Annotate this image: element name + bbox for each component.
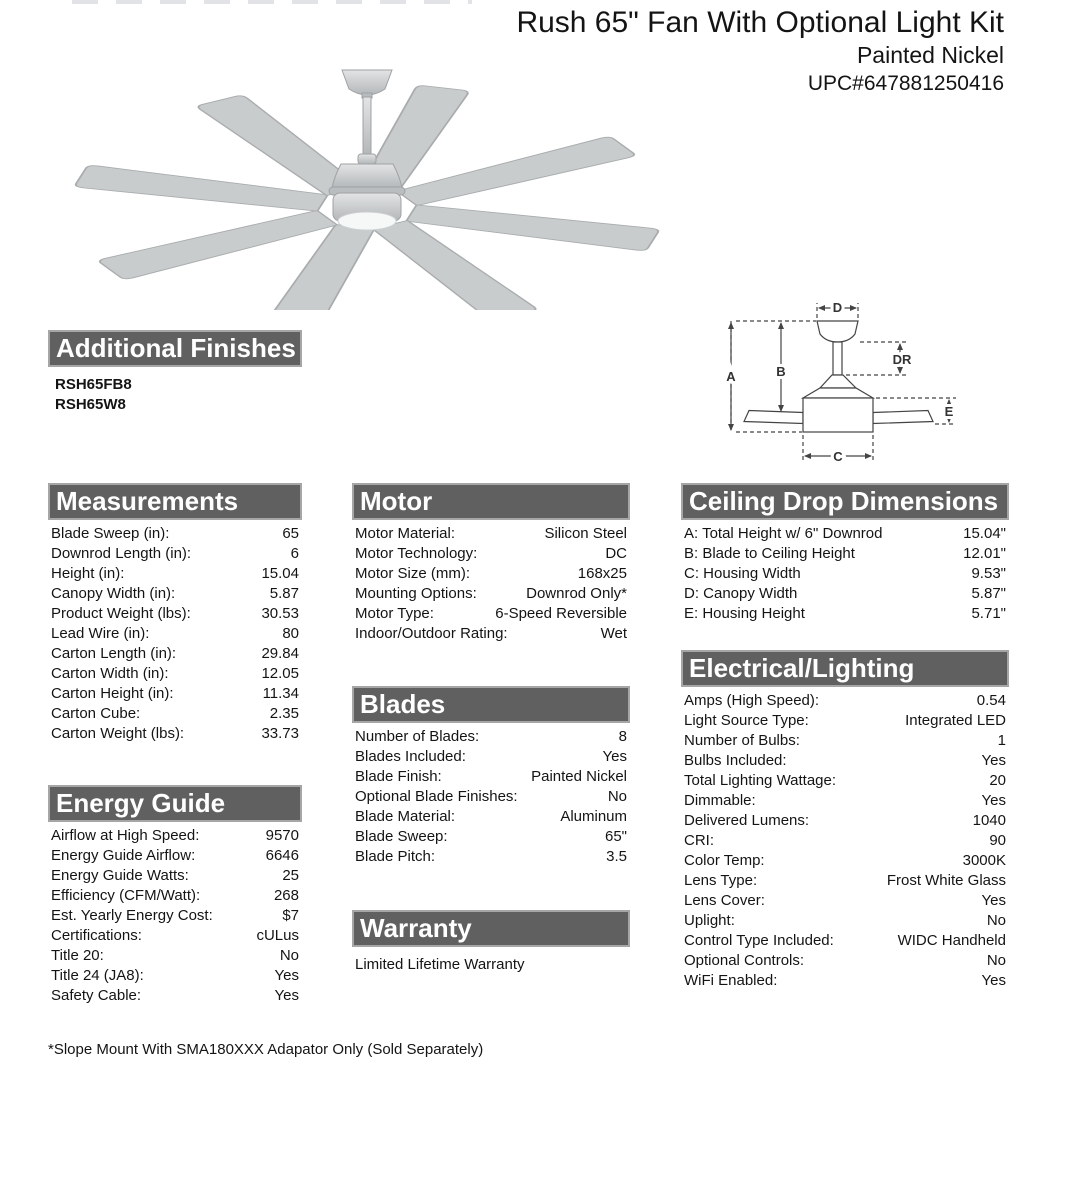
spec-value: 3000K bbox=[962, 852, 1006, 869]
spec-label: Downrod Length (in): bbox=[51, 545, 192, 562]
spec-row bbox=[48, 704, 302, 724]
spec-label: Title 24 (JA8): bbox=[51, 967, 144, 984]
spec-row bbox=[48, 724, 302, 744]
spec-value: No bbox=[986, 952, 1006, 969]
spec-label: D: Canopy Width bbox=[684, 585, 798, 602]
spec-row bbox=[48, 524, 302, 544]
spec-label: Number of Bulbs: bbox=[684, 732, 800, 749]
section-rows bbox=[48, 524, 302, 744]
spec-value: Yes bbox=[981, 752, 1006, 769]
spec-value: Yes bbox=[602, 748, 627, 765]
spec-row bbox=[352, 727, 630, 747]
section-motor bbox=[352, 483, 630, 644]
section-rows bbox=[352, 524, 630, 644]
spec-row bbox=[352, 564, 630, 584]
spec-row bbox=[681, 791, 1009, 811]
spec-label: Blade Sweep (in): bbox=[51, 525, 170, 542]
spec-row bbox=[681, 831, 1009, 851]
spec-value: Painted Nickel bbox=[531, 768, 627, 785]
spec-row bbox=[681, 604, 1009, 624]
spec-value: 1 bbox=[997, 732, 1006, 749]
spec-row bbox=[48, 906, 302, 926]
spec-row bbox=[48, 886, 302, 906]
spec-label: Motor Type: bbox=[355, 605, 434, 622]
spec-value: 9.53" bbox=[971, 565, 1006, 582]
spec-value: 65" bbox=[604, 828, 627, 845]
spec-value: 12.01" bbox=[963, 545, 1006, 562]
spec-label: C: Housing Width bbox=[684, 565, 801, 582]
spec-label: Color Temp: bbox=[684, 852, 765, 869]
spec-label: Energy Guide Airflow: bbox=[51, 847, 196, 864]
spec-row bbox=[48, 604, 302, 624]
spec-label: Blade Finish: bbox=[355, 768, 442, 785]
spec-value: cULus bbox=[256, 927, 299, 944]
spec-label: Motor Technology: bbox=[355, 545, 478, 562]
spec-row bbox=[48, 684, 302, 704]
spec-row bbox=[681, 971, 1009, 991]
section-header: Ceiling Drop Dimensions bbox=[681, 483, 1009, 520]
spec-label: Blade Pitch: bbox=[355, 848, 436, 865]
spec-row bbox=[681, 731, 1009, 751]
finish-item: RSH65FB8 bbox=[55, 376, 132, 393]
section-additional-finishes bbox=[48, 330, 302, 415]
diagram-label-c: C bbox=[833, 449, 843, 464]
spec-row bbox=[681, 931, 1009, 951]
section-ceiling-drop bbox=[681, 483, 1009, 624]
spec-label: Title 20: bbox=[51, 947, 104, 964]
spec-row bbox=[48, 926, 302, 946]
spec-value: 268 bbox=[273, 887, 299, 904]
section-header: Warranty bbox=[352, 910, 630, 947]
spec-row bbox=[48, 624, 302, 644]
spec-value: 6-Speed Reversible bbox=[495, 605, 627, 622]
spec-label: Carton Width (in): bbox=[51, 665, 169, 682]
spec-row bbox=[681, 771, 1009, 791]
spec-value: Yes bbox=[981, 972, 1006, 989]
product-title: Rush 65" Fan With Optional Light Kit bbox=[516, 6, 1004, 39]
spec-label: Lens Cover: bbox=[684, 892, 765, 909]
spec-value: 8 bbox=[618, 728, 627, 745]
spec-row bbox=[48, 564, 302, 584]
product-finish: Painted Nickel bbox=[856, 41, 1004, 68]
spec-row bbox=[48, 966, 302, 986]
spec-label: Est. Yearly Energy Cost: bbox=[51, 907, 213, 924]
spec-value: Yes bbox=[274, 967, 299, 984]
spec-row bbox=[681, 851, 1009, 871]
section-header: Energy Guide bbox=[48, 785, 302, 822]
spec-label: Carton Cube: bbox=[51, 705, 141, 722]
spec-label: B: Blade to Ceiling Height bbox=[684, 545, 855, 562]
spec-label: Height (in): bbox=[51, 565, 125, 582]
spec-label: Uplight: bbox=[684, 912, 735, 929]
spec-label: Optional Controls: bbox=[684, 952, 805, 969]
spec-row bbox=[48, 826, 302, 846]
spec-row bbox=[352, 787, 630, 807]
spec-row bbox=[352, 604, 630, 624]
spec-label: Energy Guide Watts: bbox=[51, 867, 189, 884]
spec-value: 11.34 bbox=[262, 685, 299, 702]
spec-value: Downrod Only* bbox=[526, 585, 627, 602]
spec-value: 15.04 bbox=[261, 565, 299, 582]
diagram-label-a: A bbox=[726, 369, 736, 384]
spec-row bbox=[681, 871, 1009, 891]
spec-label: Efficiency (CFM/Watt): bbox=[51, 887, 201, 904]
spec-value: 0.54 bbox=[976, 692, 1006, 709]
spec-value: No bbox=[607, 788, 627, 805]
section-header: Measurements bbox=[48, 483, 302, 520]
spec-row bbox=[352, 584, 630, 604]
spec-row bbox=[48, 584, 302, 604]
slope-mount-footnote: *Slope Mount With SMA180XXX Adapator Only (Sold Separately) bbox=[48, 1041, 484, 1058]
spec-row bbox=[681, 711, 1009, 731]
spec-label: WiFi Enabled: bbox=[684, 972, 778, 989]
section-energy-guide bbox=[48, 785, 302, 1006]
spec-row bbox=[681, 951, 1009, 971]
spec-value: Aluminum bbox=[560, 808, 627, 825]
spec-label: Carton Height (in): bbox=[51, 685, 174, 702]
spec-label: Canopy Width (in): bbox=[51, 585, 176, 602]
spec-label: Dimmable: bbox=[684, 792, 756, 809]
spec-value: 20 bbox=[989, 772, 1006, 789]
spec-label: Amps (High Speed): bbox=[684, 692, 820, 709]
spec-value: 90 bbox=[989, 832, 1006, 849]
spec-label: Total Lighting Wattage: bbox=[684, 772, 837, 789]
spec-row bbox=[681, 691, 1009, 711]
spec-row bbox=[681, 564, 1009, 584]
spec-label: Motor Size (mm): bbox=[355, 565, 471, 582]
diagram-label-dr: DR bbox=[892, 352, 912, 367]
spec-label: CRI: bbox=[684, 832, 714, 849]
spec-value: Yes bbox=[274, 987, 299, 1004]
spec-value: Integrated LED bbox=[905, 712, 1006, 729]
spec-row bbox=[48, 946, 302, 966]
spec-value: 80 bbox=[282, 625, 299, 642]
spec-value: 65 bbox=[282, 525, 299, 542]
section-measurements bbox=[48, 483, 302, 744]
spec-label: Lens Type: bbox=[684, 872, 758, 889]
section-header: Additional Finishes bbox=[48, 330, 302, 367]
section-header: Motor bbox=[352, 483, 630, 520]
spec-label: Blade Material: bbox=[355, 808, 456, 825]
section-header: Electrical/Lighting bbox=[681, 650, 1009, 687]
section-header: Blades bbox=[352, 686, 630, 723]
warranty-note: Limited Lifetime Warranty bbox=[355, 956, 525, 973]
spec-value: $7 bbox=[282, 907, 299, 924]
spec-row bbox=[352, 807, 630, 827]
spec-label: Blades Included: bbox=[355, 748, 466, 765]
spec-value: 9570 bbox=[265, 827, 299, 844]
section-electrical-lighting bbox=[681, 650, 1009, 991]
spec-label: Mounting Options: bbox=[355, 585, 477, 602]
spec-value: 12.05 bbox=[261, 665, 299, 682]
diagram-label-d: D bbox=[832, 300, 843, 315]
spec-label: Motor Material: bbox=[355, 525, 456, 542]
spec-value: WIDC Handheld bbox=[897, 932, 1006, 949]
spec-row bbox=[352, 827, 630, 847]
spec-row bbox=[681, 751, 1009, 771]
spec-label: Number of Blades: bbox=[355, 728, 480, 745]
spec-label: Safety Cable: bbox=[51, 987, 142, 1004]
spec-value: 29.84 bbox=[261, 645, 299, 662]
spec-row bbox=[681, 911, 1009, 931]
fan-product-image bbox=[55, 58, 680, 310]
spec-label: Bulbs Included: bbox=[684, 752, 787, 769]
dimension-diagram bbox=[700, 282, 1020, 472]
spec-value: Wet bbox=[600, 625, 627, 642]
spec-value: No bbox=[986, 912, 1006, 929]
spec-label: Indoor/Outdoor Rating: bbox=[355, 625, 508, 642]
diagram-label-b: B bbox=[776, 364, 786, 379]
spec-label: Carton Weight (lbs): bbox=[51, 725, 185, 742]
section-rows bbox=[352, 727, 630, 867]
spec-row bbox=[48, 664, 302, 684]
finish-item-list bbox=[48, 375, 302, 415]
product-upc: UPC#647881250416 bbox=[807, 72, 1004, 96]
spec-value: DC bbox=[605, 545, 627, 562]
spec-value: 25 bbox=[282, 867, 299, 884]
spec-row bbox=[681, 544, 1009, 564]
spec-row bbox=[48, 544, 302, 564]
spec-value: No bbox=[279, 947, 299, 964]
spec-value: 1040 bbox=[972, 812, 1006, 829]
finish-item: RSH65W8 bbox=[55, 396, 126, 413]
section-warranty bbox=[352, 910, 630, 973]
spec-value: Silicon Steel bbox=[544, 525, 627, 542]
spec-label: Optional Blade Finishes: bbox=[355, 788, 518, 805]
spec-row bbox=[352, 847, 630, 867]
spec-label: Airflow at High Speed: bbox=[51, 827, 200, 844]
spec-row bbox=[681, 524, 1009, 544]
spec-value: Yes bbox=[981, 792, 1006, 809]
spec-row bbox=[352, 544, 630, 564]
spec-value: 3.5 bbox=[606, 848, 627, 865]
section-rows bbox=[681, 691, 1009, 991]
spec-value: 6646 bbox=[265, 847, 299, 864]
section-rows bbox=[48, 826, 302, 1006]
spec-row bbox=[352, 524, 630, 544]
spec-value: 15.04" bbox=[963, 525, 1006, 542]
spec-label: Light Source Type: bbox=[684, 712, 809, 729]
cropped-header-remnant bbox=[72, 0, 472, 4]
spec-row bbox=[681, 811, 1009, 831]
section-blades bbox=[352, 686, 630, 867]
spec-label: A: Total Height w/ 6" Downrod bbox=[684, 525, 883, 542]
spec-label: Delivered Lumens: bbox=[684, 812, 810, 829]
spec-value: 30.53 bbox=[261, 605, 299, 622]
spec-label: Lead Wire (in): bbox=[51, 625, 150, 642]
spec-row bbox=[352, 747, 630, 767]
spec-row bbox=[681, 891, 1009, 911]
spec-row bbox=[48, 846, 302, 866]
spec-row bbox=[48, 986, 302, 1006]
spec-label: E: Housing Height bbox=[684, 605, 805, 622]
spec-row bbox=[352, 767, 630, 787]
spec-value: Yes bbox=[981, 892, 1006, 909]
spec-value: 5.87 bbox=[269, 585, 299, 602]
spec-label: Blade Sweep: bbox=[355, 828, 448, 845]
section-rows bbox=[681, 524, 1009, 624]
spec-value: 33.73 bbox=[261, 725, 299, 742]
spec-value: 5.87" bbox=[971, 585, 1006, 602]
spec-row bbox=[352, 624, 630, 644]
fan-light-lens bbox=[338, 212, 396, 230]
spec-value: Frost White Glass bbox=[886, 872, 1006, 889]
spec-row bbox=[681, 584, 1009, 604]
spec-row bbox=[48, 644, 302, 664]
spec-value: 168x25 bbox=[577, 565, 627, 582]
spec-label: Carton Length (in): bbox=[51, 645, 177, 662]
spec-value: 6 bbox=[290, 545, 299, 562]
diagram-label-e: E bbox=[944, 404, 954, 419]
spec-label: Product Weight (lbs): bbox=[51, 605, 191, 622]
spec-label: Control Type Included: bbox=[684, 932, 834, 949]
spec-value: 5.71" bbox=[971, 605, 1006, 622]
spec-row bbox=[48, 866, 302, 886]
spec-label: Certifications: bbox=[51, 927, 142, 944]
spec-value: 2.35 bbox=[269, 705, 299, 722]
